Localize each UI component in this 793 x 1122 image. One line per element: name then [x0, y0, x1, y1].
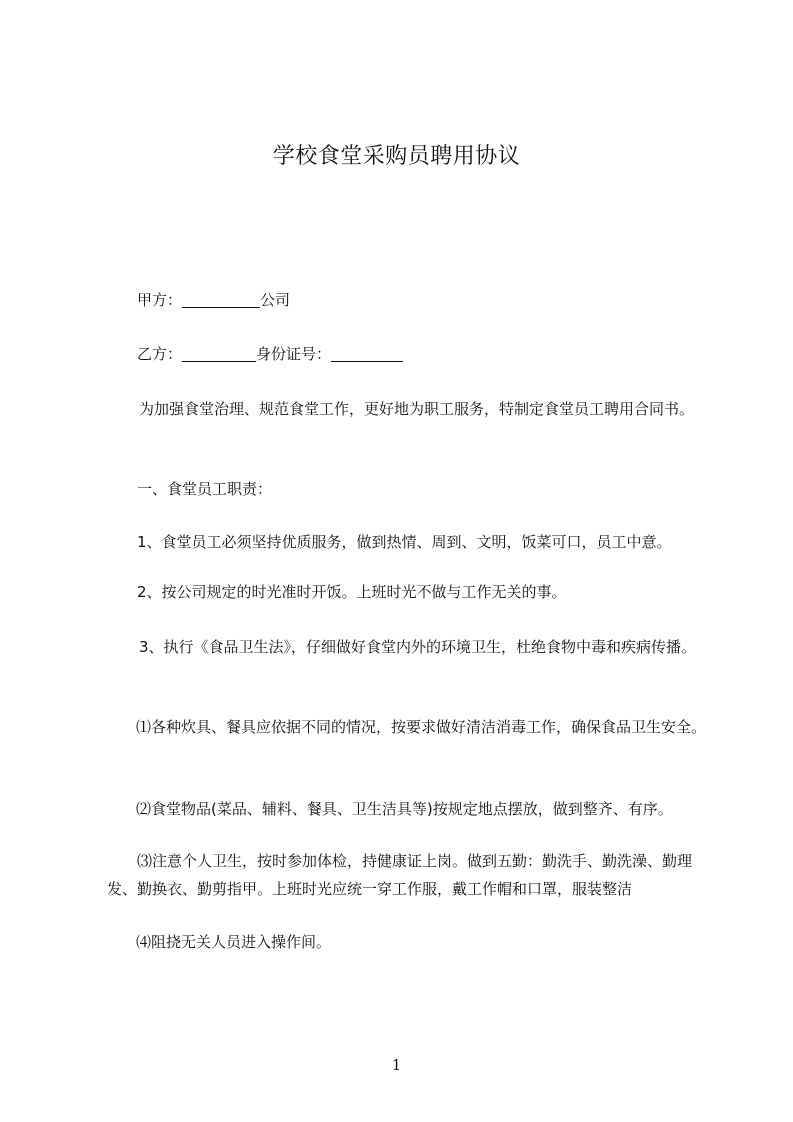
party-a-line	[137, 286, 290, 314]
party-a-suffix: 公司	[260, 291, 291, 309]
document-title: 学校食堂采购员聘用协议	[272, 144, 521, 169]
party-b-id-blank	[331, 345, 403, 362]
party-b-id-label: 身份证号：	[256, 345, 332, 363]
section-1-heading: 一、食堂员工职责：	[137, 480, 273, 498]
sub-item-4: ⑷阻挠无关人员进入操作间。	[136, 933, 332, 951]
sub-item-3: ⑶注意个人卫生，按时参加体检，持健康证上岗。做到五勤：勤洗手、勤洗澡、勤理发、勤换衣、勤剪指甲。上班时光应统一穿工作服，戴工作帽和口罩，服装整洁	[107, 852, 693, 898]
duty-item-1: 1、食堂员工必须坚持优质服务，做到热情、周到、文明，饭菜可口，员工中意。	[137, 533, 672, 551]
party-a-label: 甲方：	[137, 291, 183, 309]
duty-item-3: 3、执行《食品卫生法》，仔细做好食堂内外的环境卫生，杜绝食物中毒和疾病传播。	[139, 638, 697, 656]
party-b-label: 乙方：	[137, 345, 183, 363]
sub-item-2: ⑵食堂物品(菜品、辅料、餐具、卫生洁具等)按规定地点摆放，做到整齐、有序。	[136, 800, 673, 818]
sub-item-1: ⑴各种炊具、餐具应依据不同的情况，按要求做好清洁消毒工作，确保食品卫生安全。	[136, 718, 707, 736]
party-b-name-blank	[182, 345, 256, 362]
intro-paragraph: 为加强食堂治理、规范食堂工作，更好地为职工服务，特制定食堂员工聘用合同书。	[139, 400, 695, 418]
duty-item-2: 2、按公司规定的时光准时开饭。上班时光不做与工作无关的事。	[137, 583, 567, 601]
party-a-blank	[182, 291, 260, 308]
party-b-line	[137, 340, 403, 368]
page-number: 1	[391, 1056, 402, 1074]
